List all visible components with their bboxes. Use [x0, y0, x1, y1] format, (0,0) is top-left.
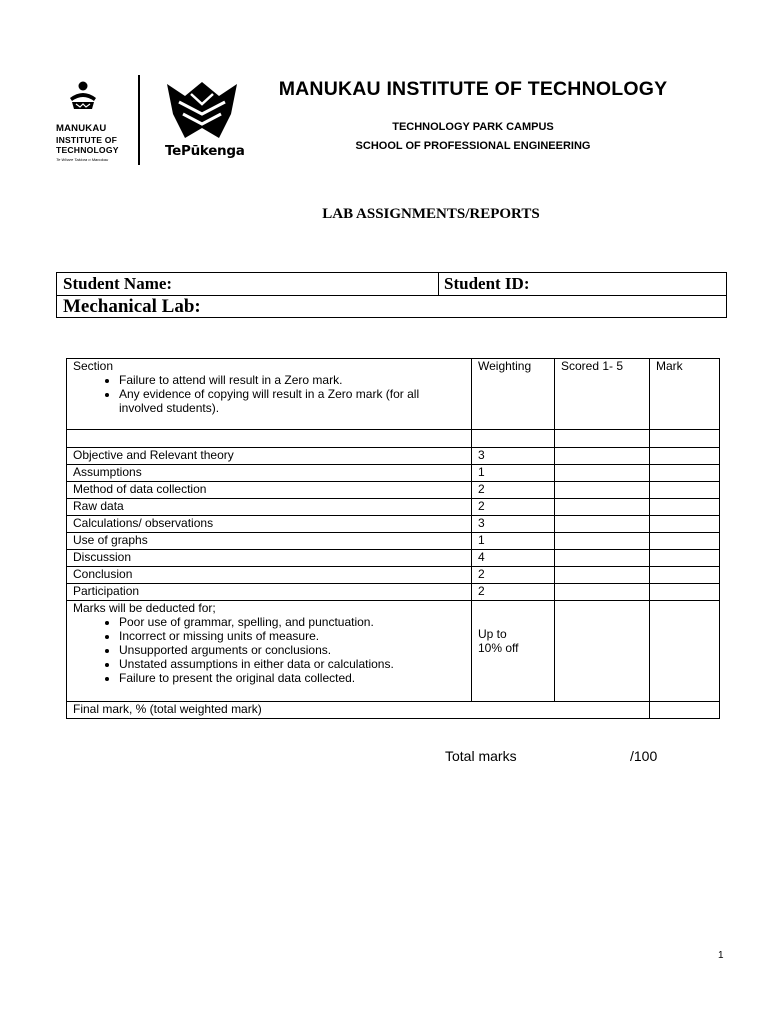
mark-cell — [650, 448, 720, 465]
section-cell: Participation — [67, 584, 472, 601]
table-row — [67, 550, 720, 567]
table-header-row — [67, 359, 720, 430]
deduction-item: • Poor use of grammar, spelling, and punctuation. — [119, 615, 465, 629]
final-mark-label: Final mark, % (total weighted mark) — [67, 702, 650, 719]
scored-cell — [555, 550, 650, 567]
mit-logo-line: INSTITUTE OF — [56, 135, 118, 145]
section-cell: Method of data collection — [67, 482, 472, 499]
deduction-item: • Failure to present the original data collected. — [119, 671, 465, 685]
scored-cell — [555, 533, 650, 550]
section-cell: Conclusion — [67, 567, 472, 584]
table-row — [67, 533, 720, 550]
deduction-item: • Unstated assumptions in either data or calculations. — [119, 657, 465, 671]
weighting-cell: 3 — [472, 448, 555, 465]
blank-cell — [67, 430, 472, 448]
weighting-cell: 4 — [472, 550, 555, 567]
table-row — [67, 465, 720, 482]
marking-table — [66, 358, 720, 719]
section-header-cell — [67, 359, 472, 430]
deduction-weighting-cell — [472, 601, 555, 702]
scored-cell — [555, 499, 650, 516]
weighting-header: Weighting — [472, 359, 555, 430]
total-marks-value: /100 — [630, 748, 658, 764]
blank-cell — [650, 430, 720, 448]
weighting-cell: 1 — [472, 465, 555, 482]
weighting-cell: 3 — [472, 516, 555, 533]
section-cell: Raw data — [67, 499, 472, 516]
table-row — [67, 516, 720, 533]
section-note: • Any evidence of copying will result in a Zero mark (for all involved students). — [119, 387, 465, 415]
section-cell: Assumptions — [67, 465, 472, 482]
scored-cell — [555, 482, 650, 499]
campus-name: TECHNOLOGY PARK CAMPUS — [392, 121, 554, 133]
student-info-box — [56, 272, 727, 318]
section-notes-list — [73, 373, 465, 415]
mark-cell — [650, 567, 720, 584]
mark-cell — [650, 516, 720, 533]
student-name-label: Student Name: — [63, 274, 173, 293]
deductions-row — [67, 601, 720, 702]
table-row-blank — [67, 430, 720, 448]
scored-cell — [555, 465, 650, 482]
deductions-title: Marks will be deducted for; — [73, 601, 216, 615]
deduction-weighting-line: 10% off — [478, 641, 519, 655]
deductions-cell — [67, 601, 472, 702]
page-number: 1 — [718, 950, 724, 961]
section-header: Section — [73, 359, 114, 373]
mechanical-lab-label: Mechanical Lab: — [63, 296, 201, 317]
section-cell: Calculations/ observations — [67, 516, 472, 533]
mark-cell — [650, 482, 720, 499]
document-title: LAB ASSIGNMENTS/REPORTS — [322, 206, 540, 222]
mark-cell — [650, 499, 720, 516]
tepukenga-wordmark: TePūkenga — [165, 143, 245, 159]
table-row — [67, 567, 720, 584]
table-row — [67, 448, 720, 465]
table-row — [67, 584, 720, 601]
school-name: SCHOOL OF PROFESSIONAL ENGINEERING — [355, 140, 591, 152]
final-mark-cell — [650, 702, 720, 719]
mark-cell — [650, 584, 720, 601]
mark-header: Mark — [650, 359, 720, 430]
scored-cell — [555, 601, 650, 702]
weighting-cell: 1 — [472, 533, 555, 550]
scored-cell — [555, 516, 650, 533]
table-row — [67, 482, 720, 499]
institution-title: MANUKAU INSTITUTE OF TECHNOLOGY — [278, 78, 668, 100]
mark-cell — [650, 601, 720, 702]
student-info-divider — [438, 273, 439, 296]
deduction-weighting-line: Up to — [478, 627, 507, 641]
mit-logo-line: TECHNOLOGY — [56, 145, 119, 155]
weighting-cell: 2 — [472, 499, 555, 516]
student-id-label: Student ID: — [444, 274, 530, 293]
weighting-cell: 2 — [472, 584, 555, 601]
mark-cell — [650, 465, 720, 482]
section-cell: Objective and Relevant theory — [67, 448, 472, 465]
mit-tagline: Te Whare Takiura o Manukau — [56, 157, 109, 162]
deduction-item: • Unsupported arguments or conclusions. — [119, 643, 465, 657]
mark-cell — [650, 533, 720, 550]
section-cell: Use of graphs — [67, 533, 472, 550]
mit-logo-line: MANUKAU — [56, 123, 107, 134]
table-row — [67, 499, 720, 516]
mark-cell — [650, 550, 720, 567]
deductions-list — [73, 615, 465, 685]
scored-header: Scored 1- 5 — [555, 359, 650, 430]
blank-cell — [555, 430, 650, 448]
weighting-cell: 2 — [472, 482, 555, 499]
section-cell: Discussion — [67, 550, 472, 567]
final-mark-row — [67, 702, 720, 719]
scored-cell — [555, 567, 650, 584]
blank-cell — [472, 430, 555, 448]
weighting-cell: 2 — [472, 567, 555, 584]
section-note: • Failure to attend will result in a Zero mark. — [119, 373, 465, 387]
total-marks-label: Total marks — [445, 748, 517, 764]
scored-cell — [555, 584, 650, 601]
deduction-item: • Incorrect or missing units of measure. — [119, 629, 465, 643]
scored-cell — [555, 448, 650, 465]
